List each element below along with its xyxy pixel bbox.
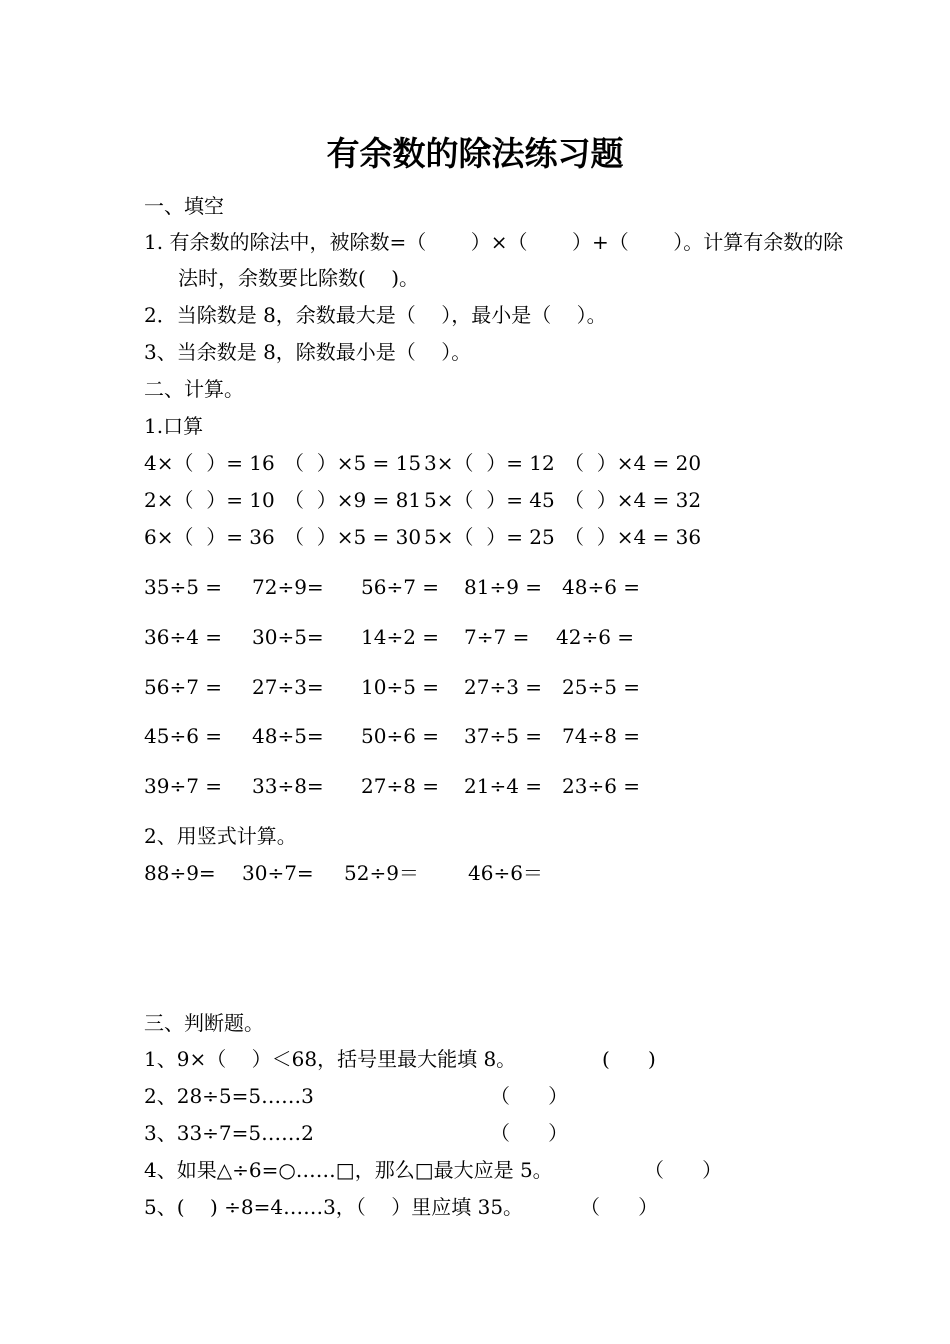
div-item: 33÷8= (252, 774, 324, 798)
section2-heading: 二、计算。 (144, 377, 244, 401)
div-item: 39÷7 = (144, 774, 223, 798)
mult-item: 6×（ ）= 36 (144, 525, 275, 549)
vertical-calc-heading: 2、用竖式计算。 (144, 824, 297, 848)
judge-item-bracket: ( ) (602, 1047, 656, 1071)
judge-item-text: 1、9×（ ）＜68，括号里最大能填 8。 (144, 1047, 517, 1071)
mult-item: （ ）×4 = 20 (564, 451, 702, 475)
div-item: 50÷6 = (361, 724, 440, 748)
section1-heading: 一、填空 (144, 194, 224, 218)
div-item: 21÷4 = (464, 774, 543, 798)
judge-item-text: 4、如果△÷6=○……□，那么□最大应是 5。 (144, 1158, 553, 1182)
div-item: 48÷5= (252, 724, 324, 748)
section3-heading: 三、判断题。 (144, 1011, 264, 1035)
vertical-item: 46÷6＝ (468, 861, 543, 885)
div-item: 14÷2 = (361, 625, 440, 649)
div-item: 25÷5 = (562, 675, 641, 699)
fill-question-1-line1: 1. 有余数的除法中，被除数=（ ）×（ ）+（ ）。计算有余数的除 (144, 230, 844, 254)
div-item: 35÷5 = (144, 575, 223, 599)
vertical-item: 88÷9= (144, 861, 216, 885)
fill-question-1-line2: 法时，余数要比除数( )。 (178, 266, 420, 290)
div-item: 23÷6 = (562, 774, 641, 798)
div-item: 74÷8 = (562, 724, 641, 748)
div-item: 10÷5 = (361, 675, 440, 699)
div-item: 48÷6 = (562, 575, 641, 599)
div-item: 37÷5 = (464, 724, 543, 748)
mult-item: 3×（ ）= 12 (424, 451, 555, 475)
div-item: 30÷5= (252, 625, 324, 649)
judge-item-bracket: （ ） (644, 1158, 723, 1182)
judge-item-text: 2、28÷5=5……3 (144, 1084, 314, 1108)
div-item: 42÷6 = (556, 625, 635, 649)
judge-item-bracket: （ ） (580, 1195, 659, 1219)
div-item: 36÷4 = (144, 625, 223, 649)
div-item: 56÷7 = (361, 575, 440, 599)
div-item: 7÷7 = (464, 625, 530, 649)
vertical-item: 30÷7= (242, 861, 314, 885)
div-item: 72÷9= (252, 575, 324, 599)
mult-item: 5×（ ）= 45 (424, 488, 555, 512)
div-item: 27÷3 = (464, 675, 543, 699)
div-item: 56÷7 = (144, 675, 223, 699)
mult-item: （ ）×5 = 30 (284, 525, 422, 549)
mult-item: （ ）×9 = 81 (284, 488, 422, 512)
mult-item: 4×（ ）= 16 (144, 451, 275, 475)
mult-item: 2×（ ）= 10 (144, 488, 275, 512)
div-item: 45÷6 = (144, 724, 223, 748)
mult-item: 5×（ ）= 25 (424, 525, 555, 549)
div-item: 27÷8 = (361, 774, 440, 798)
page-title: 有余数的除法练习题 (326, 134, 624, 173)
judge-item-bracket: （ ） (490, 1121, 569, 1145)
mult-item: （ ）×4 = 32 (564, 488, 702, 512)
judge-item-text: 3、33÷7=5……2 (144, 1121, 314, 1145)
div-item: 27÷3= (252, 675, 324, 699)
mult-item: （ ）×4 = 36 (564, 525, 702, 549)
fill-question-3: 3、当余数是 8，除数最小是（ ）。 (144, 340, 472, 364)
fill-question-2: 2．当除数是 8，余数最大是（ ），最小是（ ）。 (144, 303, 607, 327)
div-item: 81÷9 = (464, 575, 543, 599)
mult-item: （ ）×5 = 15 (284, 451, 422, 475)
judge-item-bracket: （ ） (490, 1084, 569, 1108)
oral-calc-heading: 1.口算 (144, 414, 204, 438)
judge-item-text: 5、( ) ÷8=4……3，（ ）里应填 35。 (144, 1195, 524, 1219)
vertical-item: 52÷9＝ (344, 861, 419, 885)
